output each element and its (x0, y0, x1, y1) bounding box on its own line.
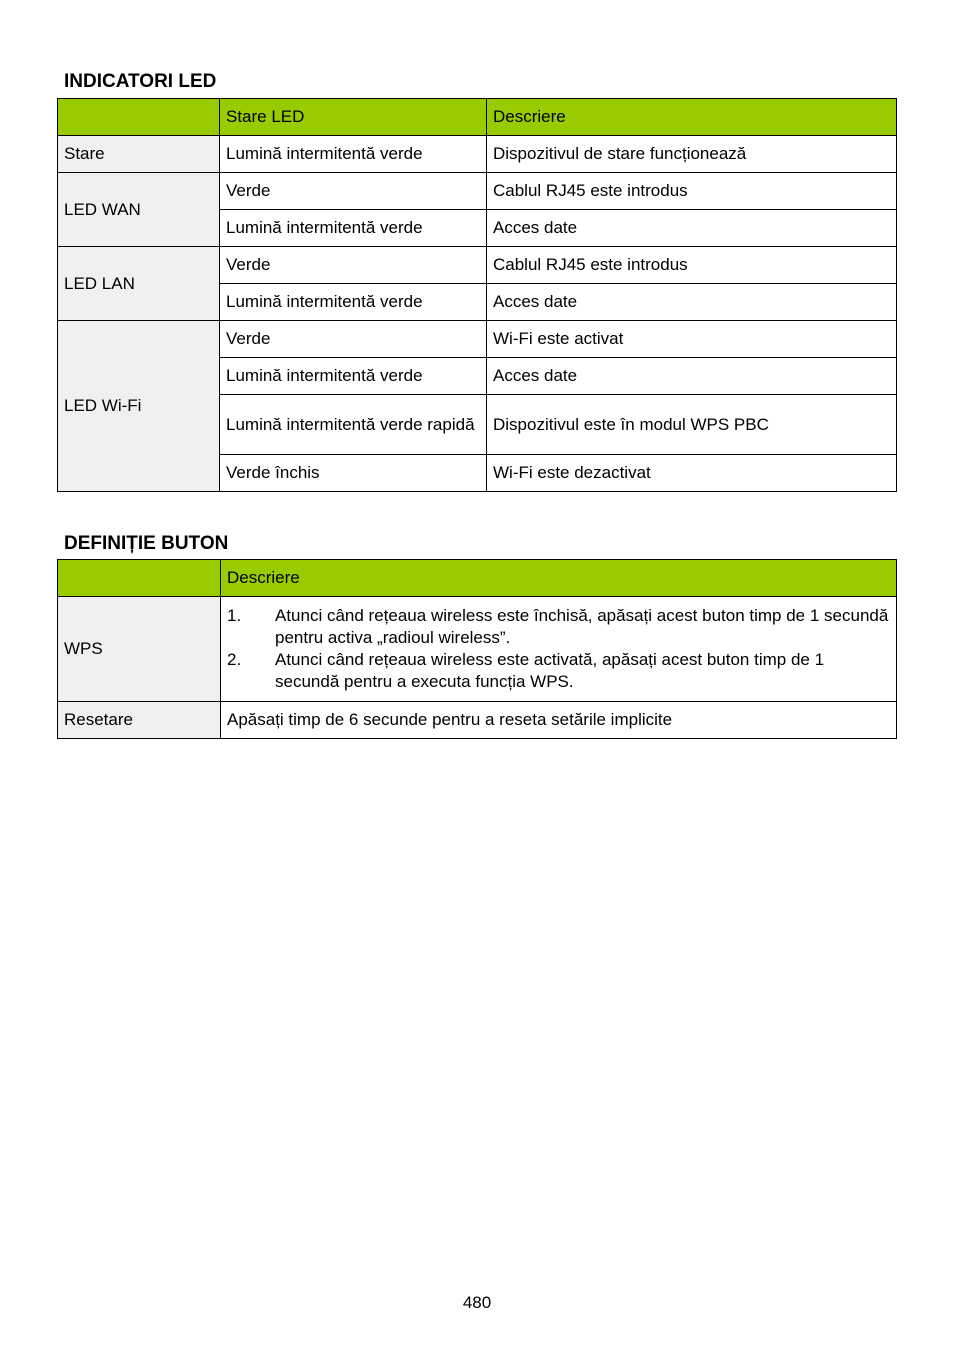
led-description-cell: Wi-Fi este dezactivat (487, 455, 897, 492)
list-item-number: 2. (227, 650, 242, 669)
wps-steps-list (227, 605, 890, 693)
table-row (58, 597, 897, 702)
led-state-cell: Lumină intermitentă verde (220, 284, 487, 321)
row-label-wps: WPS (58, 597, 221, 702)
led-state-cell: Lumină intermitentă verde (220, 136, 487, 173)
list-item-text: Atunci când rețeaua wireless este activată, apăsați acest buton timp de 1 secundă pentru a executa funcția WPS. (275, 650, 825, 691)
table-row (58, 247, 897, 284)
led-description-cell: Dispozitivul este în modul WPS PBC (487, 395, 897, 455)
header-blank-cell (58, 560, 221, 597)
led-state-cell: Verde (220, 247, 487, 284)
led-section-title: INDICATORI LED (64, 71, 217, 92)
led-description-cell: Acces date (487, 210, 897, 247)
page-number: 480 (462, 1293, 492, 1312)
row-label-lan: LED LAN (58, 247, 220, 321)
led-description-cell: Cablul RJ45 este introdus (487, 173, 897, 210)
led-state-cell: Lumină intermitentă verde (220, 210, 487, 247)
header-blank-cell (58, 99, 220, 136)
header-description: Descriere (487, 99, 897, 136)
led-table-header (58, 99, 897, 136)
led-state-cell: Verde (220, 173, 487, 210)
led-state-cell: Verde închis (220, 455, 487, 492)
led-state-cell: Lumină intermitentă verde (220, 358, 487, 395)
led-description-cell: Acces date (487, 358, 897, 395)
reset-description-cell: Apăsați timp de 6 secunde pentru a reseta setările implicite (221, 702, 897, 739)
row-label-wifi: LED Wi-Fi (58, 321, 220, 492)
wps-description-cell (221, 597, 897, 702)
list-item (227, 605, 890, 649)
led-state-cell: Lumină intermitentă verde rapidă (220, 395, 487, 455)
table-row (58, 136, 897, 173)
row-label-stare: Stare (58, 136, 220, 173)
list-item (227, 649, 890, 693)
header-state: Stare LED (220, 99, 487, 136)
row-label-wan: LED WAN (58, 173, 220, 247)
list-item-number: 1. (227, 606, 242, 625)
led-description-cell: Dispozitivul de stare funcționează (487, 136, 897, 173)
led-description-cell: Cablul RJ45 este introdus (487, 247, 897, 284)
button-table (57, 559, 897, 739)
list-item-text: Atunci când rețeaua wireless este închisă, apăsați acest buton timp de 1 secundă pentru activa „radioul wireless”. (275, 606, 889, 647)
header-description: Descriere (221, 560, 897, 597)
button-table-header (58, 560, 897, 597)
button-section-title: DEFINIȚIE BUTON (64, 533, 229, 554)
table-row (58, 173, 897, 210)
table-row (58, 702, 897, 739)
table-row (58, 321, 897, 358)
led-description-cell: Acces date (487, 284, 897, 321)
led-state-cell: Verde (220, 321, 487, 358)
row-label-reset: Resetare (58, 702, 221, 739)
led-table (57, 98, 897, 492)
led-description-cell: Wi-Fi este activat (487, 321, 897, 358)
